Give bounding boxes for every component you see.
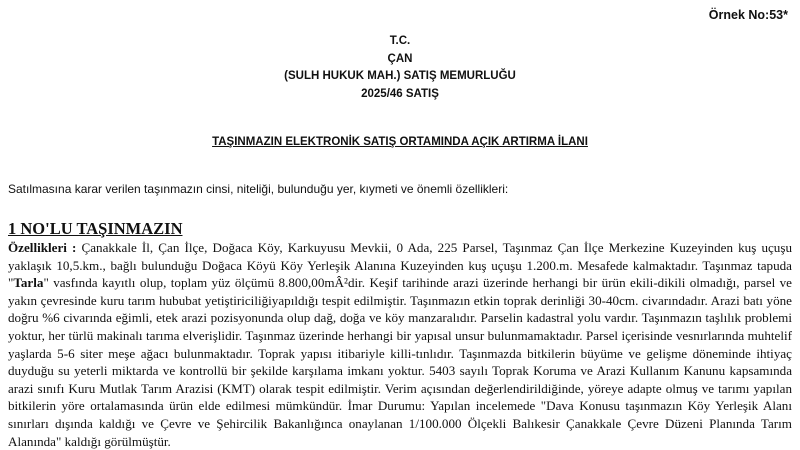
header-line-tc: T.C. [389,35,411,47]
property-heading: 1 NO'LU TAŞINMAZIN [8,219,183,238]
notice-title: TAŞINMAZIN ELEKTRONİK SATIŞ ORTAMINDA AÇIK ARTIRMA İLANI [212,136,588,148]
document-header [0,33,800,103]
header-line-district: ÇAN [387,52,413,65]
features-label: Özellikleri : [8,240,77,255]
header-line-case-number: 2025/46 SATIŞ [361,87,439,100]
intro-text: Satılmasına karar verilen taşınmazın cinsi, niteliği, bulunduğu yer, kıymeti ve önemli özellikleri: [8,182,509,196]
description-part-1: Çanakkale İl, Çan İlçe, Doğaca Köy, Karkuyusu Mevkii, 0 Ada, 225 Parsel, Taşınmaz Çan İlçe Merkezine Kuzeyinden kuş uçuşu yaklaşık 10,5.km., bağlı bulunduğu Doğaca Köyü Köy Yerleşik Alanına Kuzeyinden kuş uçuşu 1.200.m. Mesafede kalmaktadır. Taşınmaz tapuda " [8,240,792,291]
header-line-office: (SULH HUKUK MAH.) SATIŞ MEMURLUĞU [284,70,516,82]
example-number: Örnek No:53* [708,8,788,22]
description-bold-tarla: Tarla [13,275,44,291]
property-description [8,239,792,450]
description-part-2: " vasfında kayıtlı olup, toplam yüz ölçümü 8.800,00mÂ²dir. Keşif tarihinde arazi üzerinde herhangi bir ürün ekili-dikili olmadığı, parsel ve yakın çevresinde kuru tarım hububat yetiştiriciliğiyapıldığı tespit edilmiştir. Taşınmazın etkin toprak derinliği 30-40cm. civarındadır. Arazi batı yöne doğru %6 civarında eğimli, etek arazi pozisyonunda olup dağ, doğa ve köy manzaralıdır. Parselin kadastral yolu vardır. Taşınmazın taşlılık problemi yoktur, her türlü makinalı tarıma elverişlidir. Taşınmaz üzerinde herhangi bir yapısal unsur bulunmamaktadır. Parsel içerisinde vesnırlarında muhtelif yaşlarda 5-6 siter meşe ağacı bulunmaktadır. Toprak yapısı itibariyle killi-tınlıdır. Taşınmazda bitkilerin büyüme ve gelişme döneminde ihtiyaç duyduğu su yeterli miktarda ve kontrollü bir şekilde karşılama imkanı yoktur. 5403 sayılı Toprak Koruma ve Arazi Kullanım Kanunu kapsamında arazi sınıfı Kuru Mutlak Tarım Arazisi (KMT) olarak tespit edilmiştir. Verim açısından değerlendirildiğinde, yöreye adapte olmuş ve tarımı yapılan bitkilerin yöre ortalamasında ürün elde edilmesi mümkündür. İmar Durumu: Yapılan incelemede "Dava Konusu taşınmazın Köy Yerleşik Alanı sınırları dışında kaldığı ve Çevre ve Şehircilik Bakanlığınca onaylanan 1/100.000 Ölçekli Balıkesir Çanakkale Çevre Düzeni Planında Tarım Alanında" kaldığı görülmüştür. [8,275,792,449]
